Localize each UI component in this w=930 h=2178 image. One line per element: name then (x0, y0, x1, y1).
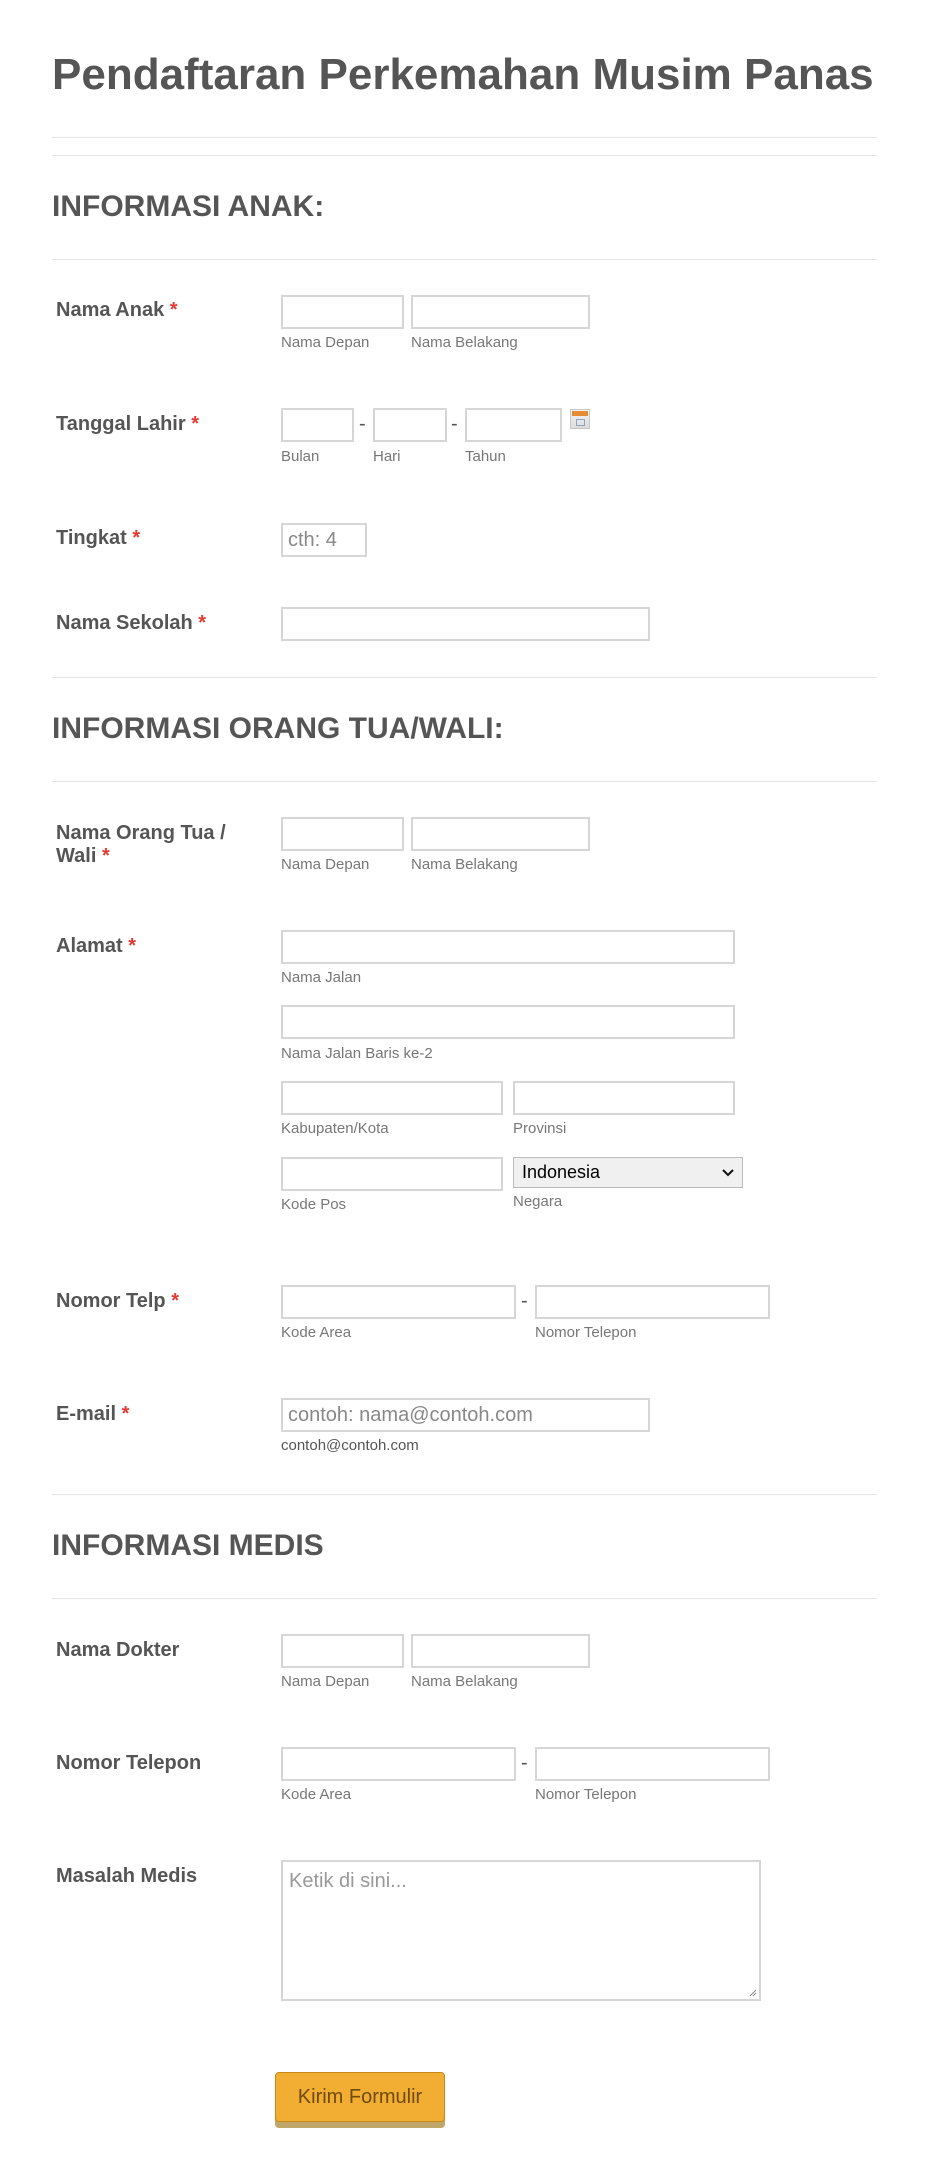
child-last-name-sublabel: Nama Belakang (411, 334, 518, 351)
parent-area-code-sublabel: Kode Area (281, 1324, 352, 1341)
divider (52, 137, 877, 138)
doctor-phone-number-input[interactable] (535, 1747, 770, 1781)
doctor-phone-label: Nomor Telepon (56, 1752, 202, 1774)
divider (52, 677, 877, 678)
country-sublabel: Negara (513, 1193, 563, 1210)
parent-last-name-input[interactable] (411, 817, 590, 851)
parent-area-code-input[interactable] (281, 1285, 516, 1319)
grade-input[interactable]: cth: 4 (281, 523, 367, 557)
street-input[interactable] (281, 930, 735, 964)
street-line2-sublabel: Nama Jalan Baris ke-2 (281, 1045, 433, 1062)
school-name-label: Nama Sekolah * (56, 612, 207, 634)
phone-separator: - (521, 1752, 528, 1774)
doctor-area-code-input[interactable] (281, 1747, 516, 1781)
dob-year-sublabel: Tahun (465, 448, 506, 465)
divider (52, 259, 877, 260)
chevron-down-icon (722, 1169, 734, 1177)
dob-day-input[interactable] (373, 408, 447, 442)
dob-separator: - (451, 413, 458, 435)
grade-label: Tingkat * (56, 527, 141, 549)
divider (52, 781, 877, 782)
resize-handle-icon[interactable] (747, 1987, 757, 1997)
dob-month-input[interactable] (281, 408, 354, 442)
divider (52, 1598, 877, 1599)
dob-label: Tanggal Lahir * (56, 413, 199, 435)
required-marker: * (101, 845, 110, 867)
parent-first-name-sublabel: Nama Depan (281, 856, 370, 873)
doctor-last-name-input[interactable] (411, 1634, 590, 1668)
required-marker: * (169, 299, 178, 321)
section-heading-medical: INFORMASI MEDIS (52, 1529, 324, 1562)
dob-year-input[interactable] (465, 408, 562, 442)
school-name-input[interactable] (281, 607, 650, 641)
doctor-name-label: Nama Dokter (56, 1639, 180, 1661)
medical-issues-label: Masalah Medis (56, 1865, 198, 1887)
form-title: Pendaftaran Perkemahan Musim Panas (52, 50, 874, 99)
child-name-label: Nama Anak * (56, 299, 178, 321)
parent-name-label: Nama Orang Tua / Wali * (56, 822, 226, 867)
dob-day-sublabel: Hari (373, 448, 401, 465)
email-label: E-mail * (56, 1403, 130, 1425)
dob-separator: - (359, 413, 366, 435)
medical-issues-textarea[interactable]: Ketik di sini... (281, 1860, 761, 2001)
city-input[interactable] (281, 1081, 503, 1115)
parent-phone-number-sublabel: Nomor Telepon (535, 1324, 637, 1341)
address-label: Alamat * (56, 935, 137, 957)
province-sublabel: Provinsi (513, 1120, 567, 1137)
postal-code-input[interactable] (281, 1157, 503, 1191)
province-input[interactable] (513, 1081, 735, 1115)
country-select[interactable]: Indonesia (513, 1157, 743, 1188)
calendar-icon[interactable] (570, 409, 590, 429)
street-line2-input[interactable] (281, 1005, 735, 1039)
dob-month-sublabel: Bulan (281, 448, 320, 465)
required-marker: * (198, 612, 207, 634)
parent-first-name-input[interactable] (281, 817, 404, 851)
parent-phone-number-input[interactable] (535, 1285, 770, 1319)
child-last-name-input[interactable] (411, 295, 590, 329)
section-heading-parent: INFORMASI ORANG TUA/WALI: (52, 712, 504, 745)
child-first-name-input[interactable] (281, 295, 404, 329)
phone-separator: - (521, 1290, 528, 1312)
doctor-area-code-sublabel: Kode Area (281, 1786, 352, 1803)
required-marker: * (121, 1403, 130, 1425)
doctor-first-name-sublabel: Nama Depan (281, 1673, 370, 1690)
parent-phone-label: Nomor Telp * (56, 1290, 179, 1312)
doctor-first-name-input[interactable] (281, 1634, 404, 1668)
email-input[interactable]: contoh: nama@contoh.com (281, 1398, 650, 1432)
divider (52, 1494, 877, 1495)
doctor-last-name-sublabel: Nama Belakang (411, 1673, 518, 1690)
required-marker: * (132, 527, 141, 549)
required-marker: * (128, 935, 137, 957)
postal-code-sublabel: Kode Pos (281, 1196, 347, 1213)
child-first-name-sublabel: Nama Depan (281, 334, 370, 351)
city-sublabel: Kabupaten/Kota (281, 1120, 389, 1137)
divider (52, 155, 877, 156)
submit-button[interactable]: Kirim Formulir (275, 2072, 445, 2122)
parent-last-name-sublabel: Nama Belakang (411, 856, 518, 873)
doctor-phone-number-sublabel: Nomor Telepon (535, 1786, 637, 1803)
street-sublabel: Nama Jalan (281, 969, 362, 986)
email-sublabel: contoh@contoh.com (281, 1437, 419, 1454)
section-heading-child: INFORMASI ANAK: (52, 190, 325, 223)
required-marker: * (171, 1290, 179, 1312)
required-marker: * (191, 413, 199, 435)
